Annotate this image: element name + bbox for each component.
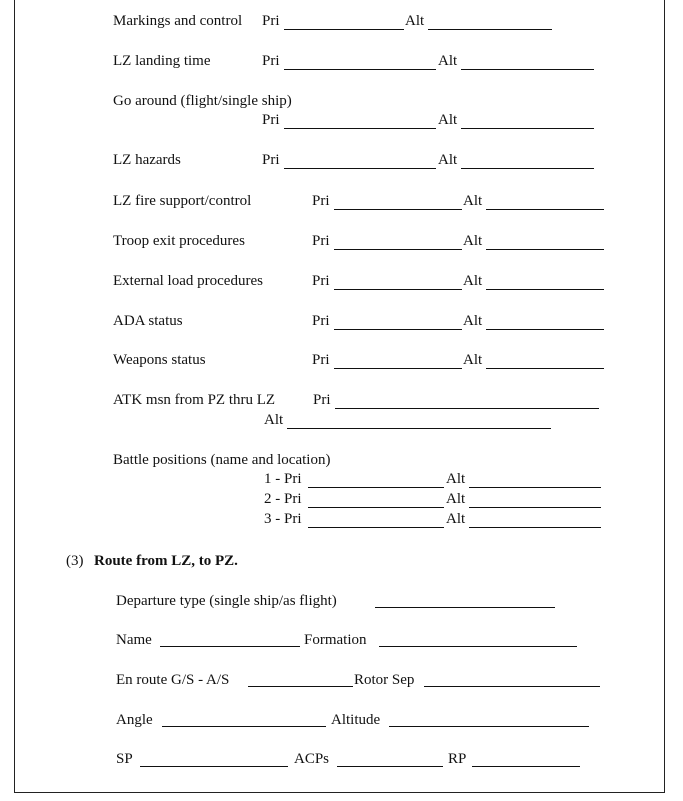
sp-label: SP: [116, 751, 133, 767]
go-around-pri-label: Pri: [262, 112, 280, 128]
landing-time-pri-field[interactable]: [284, 69, 436, 70]
hazards-alt-label: Alt: [438, 152, 458, 168]
fire-support-alt-field[interactable]: [486, 209, 604, 210]
external-load-alt-label: Alt: [463, 273, 483, 289]
lz-landing-time-label: LZ landing time: [113, 53, 211, 69]
angle-field[interactable]: [162, 726, 326, 727]
troop-exit-pri-label: Pri: [312, 233, 330, 249]
ada-status-label: ADA status: [113, 313, 183, 329]
fire-support-pri-field[interactable]: [334, 209, 462, 210]
bp3-alt-field[interactable]: [469, 527, 601, 528]
bp2-pri-field[interactable]: [308, 507, 444, 508]
weapons-alt-field[interactable]: [486, 368, 604, 369]
go-around-pri-field[interactable]: [284, 128, 436, 129]
section-number: (3): [66, 553, 84, 569]
sp-field[interactable]: [140, 766, 288, 767]
atk-pri-label: Pri: [313, 392, 331, 408]
bp1-pri-label: 1 - Pri: [264, 471, 302, 487]
section-title: Route from LZ, to PZ.: [94, 553, 238, 569]
atk-alt-label: Alt: [264, 412, 284, 428]
rp-label: RP: [448, 751, 467, 767]
bp2-alt-field[interactable]: [469, 507, 601, 508]
bp2-pri-label: 2 - Pri: [264, 491, 302, 507]
troop-exit-alt-field[interactable]: [486, 249, 604, 250]
en-route-label: En route G/S - A/S: [116, 672, 230, 688]
bp2-alt-label: Alt: [446, 491, 466, 507]
landing-time-alt-field[interactable]: [461, 69, 594, 70]
lz-hazards-label: LZ hazards: [113, 152, 181, 168]
markings-alt-field[interactable]: [428, 29, 552, 30]
acps-label: ACPs: [294, 751, 330, 767]
bp1-alt-label: Alt: [446, 471, 466, 487]
atk-msn-label: ATK msn from PZ thru LZ: [113, 392, 276, 408]
weapons-alt-label: Alt: [463, 352, 483, 368]
lz-fire-support-label: LZ fire support/control: [113, 193, 252, 209]
external-load-label: External load procedures: [113, 273, 263, 289]
weapons-pri-field[interactable]: [334, 368, 462, 369]
ada-pri-field[interactable]: [334, 329, 462, 330]
external-load-pri-field[interactable]: [334, 289, 462, 290]
go-around-alt-field[interactable]: [461, 128, 594, 129]
hazards-alt-field[interactable]: [461, 168, 594, 169]
rotor-sep-label: Rotor Sep: [354, 672, 415, 688]
bp1-alt-field[interactable]: [469, 487, 601, 488]
formation-label: Formation: [304, 632, 367, 648]
atk-alt-field[interactable]: [287, 428, 551, 429]
markings-alt-label: Alt: [405, 13, 425, 29]
battle-positions-label: Battle positions (name and location): [113, 452, 331, 468]
departure-type-label: Departure type (single ship/as flight): [116, 593, 337, 609]
external-load-alt-field[interactable]: [486, 289, 604, 290]
hazards-pri-field[interactable]: [284, 168, 436, 169]
external-load-pri-label: Pri: [312, 273, 330, 289]
ada-alt-label: Alt: [463, 313, 483, 329]
markings-and-control-label: Markings and control: [113, 13, 243, 29]
ada-pri-label: Pri: [312, 313, 330, 329]
acps-field[interactable]: [337, 766, 443, 767]
atk-pri-field[interactable]: [335, 408, 599, 409]
hazards-pri-label: Pri: [262, 152, 280, 168]
altitude-label: Altitude: [331, 712, 381, 728]
form-border: [14, 0, 665, 793]
go-around-label: Go around (flight/single ship): [113, 93, 292, 109]
angle-label: Angle: [116, 712, 153, 728]
landing-time-pri-label: Pri: [262, 53, 280, 69]
go-around-alt-label: Alt: [438, 112, 458, 128]
bp3-alt-label: Alt: [446, 511, 466, 527]
fire-support-pri-label: Pri: [312, 193, 330, 209]
weapons-status-label: Weapons status: [113, 352, 206, 368]
bp3-pri-field[interactable]: [308, 527, 444, 528]
rp-field[interactable]: [472, 766, 580, 767]
en-route-field[interactable]: [248, 686, 353, 687]
bp3-pri-label: 3 - Pri: [264, 511, 302, 527]
troop-exit-label: Troop exit procedures: [113, 233, 245, 249]
altitude-field[interactable]: [389, 726, 589, 727]
weapons-pri-label: Pri: [312, 352, 330, 368]
name-field[interactable]: [160, 646, 300, 647]
departure-type-field[interactable]: [375, 607, 555, 608]
bp1-pri-field[interactable]: [308, 487, 444, 488]
formation-field[interactable]: [379, 646, 577, 647]
troop-exit-pri-field[interactable]: [334, 249, 462, 250]
landing-time-alt-label: Alt: [438, 53, 458, 69]
rotor-sep-field[interactable]: [424, 686, 600, 687]
name-label: Name: [116, 632, 152, 648]
fire-support-alt-label: Alt: [463, 193, 483, 209]
ada-alt-field[interactable]: [486, 329, 604, 330]
troop-exit-alt-label: Alt: [463, 233, 483, 249]
markings-pri-label: Pri: [262, 13, 280, 29]
markings-pri-field[interactable]: [284, 29, 404, 30]
